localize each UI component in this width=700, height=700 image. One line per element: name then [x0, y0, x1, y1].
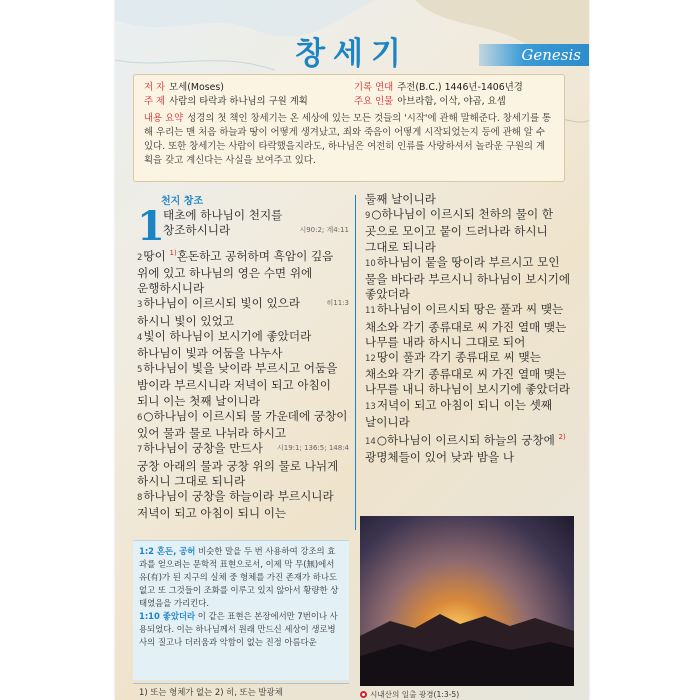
verse-number: 14 [365, 436, 376, 447]
author-label: 저 자 [144, 82, 166, 93]
mountain-silhouette [360, 516, 574, 686]
verse-text: 저녁이 되고 아침이 되니 이는 셋째 날이니라 [365, 397, 553, 429]
verse-number: 11 [365, 306, 376, 317]
book-intro-box [133, 74, 565, 182]
summary-text: 성경의 첫 책인 창세기는 온 세상에 있는 모든 것들의 '시작'에 관해 말해준다. 창세기를 통해 우리는 맨 처음 하늘과 땅이 어떻게 생겨났고, 죄와 죽음이 어떻게 시작되었는지 등에 관해 알 수 있다. 또한 창세기는 사람이 타락했을지라도, 하나님은 여전히 인류를 사랑하셔서 놀라운 구원의 계획을 갖고 계신다는 사실을 보여주고 있다. [144, 113, 552, 166]
note-label: 1:2 혼돈, 공허 [139, 546, 196, 556]
verse-number: 8 [137, 492, 143, 503]
verse-text: 땅이 풀과 각기 종류대로 씨 맺는 채소와 각기 종류대로 씨 가진 열매 맺는 나무를 내니 하나님이 보시기에 좋았더라 [365, 350, 571, 397]
theme-label: 주 제 [144, 96, 166, 107]
note-text: 비슷한 말을 두 번 사용하여 강조의 효과를 얻으려는 문학적 표현으로서, 이제 막 무(無)에서 유(有)가 된 지구의 실체 중 형체를 가진 존재가 하나도 없고 또 그것들이 조화를 이루고 있지 않아서 황량한 상태였음을 가리킨다. [139, 546, 339, 608]
footnote-marker: 2) [558, 433, 566, 442]
verse-text: 혼돈하고 공허하며 흑암이 깊음 위에 있고 하나님의 영은 수면 위에 운행하시니라 [137, 248, 334, 296]
caption-bullet-icon [360, 691, 367, 698]
bible-page [115, 0, 589, 700]
verse-number: 6 [137, 412, 143, 423]
verse-text: 태초에 하나님이 천지를 창조하시니라 [163, 208, 283, 238]
people-label: 주요 인물 [354, 96, 394, 107]
verse-10 [365, 255, 573, 303]
left-verse-list [137, 246, 349, 521]
theme-value: 사람의 타락과 하나님의 구원 계획 [169, 96, 308, 107]
right-verse-list [365, 192, 573, 465]
verse-number: 12 [365, 354, 376, 365]
verse-text: 광명체들이 있어 낮과 밤을 나 [365, 450, 515, 465]
verse-text: ○하나님이 이르시되 천하의 물이 한 곳으로 모이고 뭍이 드러나라 하시니 그대로 되니라 [365, 207, 554, 254]
verse-number: 4 [137, 332, 143, 343]
verse-14 [365, 430, 573, 465]
author-field [144, 81, 354, 95]
intro-meta-row-1 [144, 81, 554, 95]
note-label: 1:10 좋았더라 [139, 611, 196, 621]
verse-13 [365, 398, 573, 430]
verse-5 [137, 361, 349, 409]
verse-continued [365, 192, 573, 207]
people-value: 아브라함, 이삭, 야곱, 요셉 [397, 96, 506, 107]
verse-text: 빛이 하나님이 보시기에 좋았더라 하나님이 빛과 어둠을 나누사 [137, 328, 312, 361]
verse-number: 5 [137, 365, 143, 376]
caption-text: 시내산의 일출 광경(1:3-5) [370, 689, 460, 699]
verse-text: 하나님이 뭍을 땅이라 부르시고 모인 물을 바다라 부르시니 하나님이 보시기에 좋았더라 [365, 254, 571, 302]
verse-number: 7 [137, 445, 143, 456]
summary-field [144, 112, 554, 168]
verse-3 [137, 296, 349, 328]
verse-text-prefix: 땅이 [143, 248, 170, 263]
english-title-banner: Genesis [479, 44, 589, 66]
study-note [139, 610, 343, 649]
verse-6 [137, 409, 349, 441]
verse-text: ○하나님이 이르시되 물 가운데에 궁창이 있어 물과 물로 나뉘라 하시고 [137, 408, 348, 441]
verse-2 [137, 246, 349, 296]
footnote-marker: 1) [169, 249, 177, 257]
verse-11 [365, 302, 573, 350]
verse-number: 10 [365, 258, 376, 269]
date-field [354, 81, 523, 95]
column-divider [355, 195, 356, 530]
cross-reference: 히11:3 [326, 299, 349, 308]
left-column [137, 192, 349, 521]
verse-number: 9 [365, 211, 371, 222]
study-note [139, 545, 343, 610]
date-value: 주전(B.C.) 1446년-1406년경 [397, 82, 523, 93]
cross-reference: 시90:2; 계4:11 [299, 226, 349, 235]
right-column [365, 192, 573, 465]
section-title: 천지 창조 [161, 196, 204, 207]
chapter-number: 1 [137, 203, 165, 250]
chapter-opening [137, 203, 349, 250]
verse-text: 하나님이 빛을 낮이라 부르시고 어둠을 밤이라 부르시니라 저녁이 되고 아침이 되니 이는 첫째 날이니라 [137, 361, 338, 408]
people-field [354, 95, 506, 109]
note-text: 이 같은 표현은 본장에서만 7번이나 사용되었다. 이는 하나님께서 원래 만드신 세상이 생로병사의 질고나 더러움과 악함이 없는 진정 아름다운 [139, 611, 338, 647]
date-label: 기록 연대 [354, 82, 394, 93]
verse-7 [137, 441, 349, 489]
verse-4 [137, 329, 349, 361]
verse-8 [137, 489, 349, 521]
verse-text: 하나님이 궁창을 하늘이라 부르시니라 저녁이 되고 아침이 되니 이는 [137, 488, 334, 521]
verse-number: 2 [137, 252, 143, 263]
verse-9 [365, 207, 573, 255]
verse-text: 하나님이 이르시되 빛이 있으라 하시니 빛이 있었고 [137, 296, 301, 328]
footnotes: 1) 또는 형체가 없는 2) 히, 또는 발광체 [133, 683, 349, 699]
study-notes [133, 540, 349, 680]
book-title: 창세기 [295, 36, 409, 72]
verse-text-prefix: ○하나님이 이르시되 하늘의 궁창에 [376, 432, 559, 447]
intro-meta-row-2 [144, 95, 554, 109]
verse-text: 하나님이 궁창을 만드사 궁창 아래의 물과 궁창 위의 물로 나뉘게 하시니 그대로 되니라 [137, 441, 339, 488]
author-value: 모세(Moses) [169, 82, 224, 93]
verse-text: 하나님이 이르시되 땅은 풀과 씨 맺는 채소와 각기 종류대로 씨 가진 열매 맺는 나무를 내라 하시니 그대로 되어 [365, 302, 567, 349]
summary-label: 내용 요약 [144, 113, 184, 124]
verse-12 [365, 350, 573, 398]
verse-number: 3 [137, 300, 143, 311]
verse-1 [163, 208, 349, 238]
photo-caption [360, 688, 574, 700]
verse-text: 둘째 날이니라 [365, 192, 436, 206]
cross-reference: 시19:1; 136:5; 148:4 [277, 444, 349, 453]
theme-field [144, 95, 354, 109]
verse-number: 13 [365, 401, 376, 412]
sunrise-photo [360, 516, 574, 686]
